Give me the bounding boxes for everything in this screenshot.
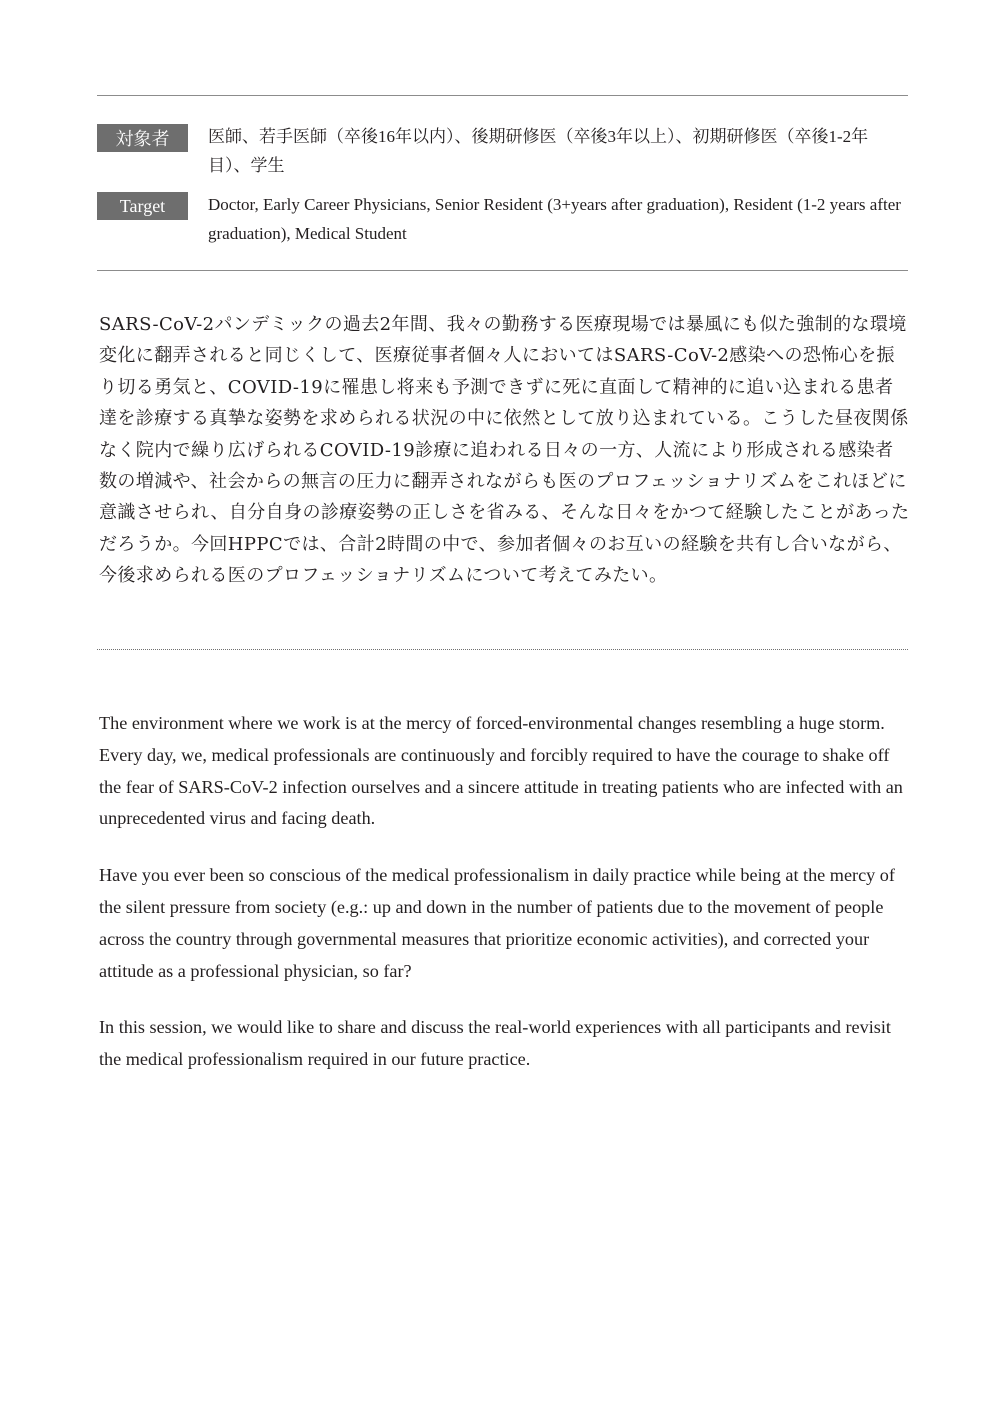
target-section [97, 122, 908, 248]
section-divider [97, 270, 908, 271]
target-row-english [97, 190, 908, 248]
target-label-japanese: 対象者 [97, 124, 188, 152]
top-divider [97, 95, 908, 96]
target-row-japanese [97, 122, 908, 180]
japanese-description: SARS-CoV-2パンデミックの過去2年間、我々の勤務する医療現場では暴風にも似た強制的な環境変化に翻弄されると同じくして、医療従事者個々人においてはSARS-CoV-2感染への恐怖心を振り切る勇気と、COVID-19に罹患し将来も予測できずに死に直面して精神的に追い込まれる患者達を診療する真摯な姿勢を求められる状況の中に依然として放り込まれている。こうした昼夜関係なく院内で繰り広げられるCOVID-19診療に追われる日々の一方、人流により形成される感染者数の増減や、社会からの無言の圧力に翻弄されながらも医のプロフェッショナリズムをこれほどに意識させられ、自分自身の診療姿勢の正しさを省みる、そんな日々をかつて経験したことがあっただろうか。今回HPPCでは、合計2時間の中で、参加者個々のお互いの経験を共有し合いながら、今後求められる医のプロフェッショナリズムについて考えてみたい。 [99, 314, 910, 587]
target-value-japanese: 医師、若手医師（卒後16年以内）、後期研修医（卒後3年以上）、初期研修医（卒後1-2年目）、学生 [208, 127, 869, 175]
english-paragraph-3: In this session, we would like to share and discuss the real-world experiences with all participants and revisit the medical professionalism required in our future practice. [99, 1017, 891, 1070]
english-paragraph-2: Have you ever been so conscious of the medical professionalism in daily practice while being at the mercy of the silent pressure from society (e.g.: up and down in the number of patients due to the movement of people across the country through governmental measures that prioritize economic activities), and corrected your attitude as a professional physician, so far? [99, 865, 895, 981]
dotted-divider [97, 649, 908, 650]
target-label-english: Target [97, 192, 188, 220]
target-value-english: Doctor, Early Career Physicians, Senior Resident (3+years after graduation), Resident (1-2 years after graduation), Medical Student [208, 195, 901, 243]
english-paragraph-1: The environment where we work is at the mercy of forced-environmental changes resembling a huge storm. Every day, we, medical professionals are continuously and forcibly required to have the courage to shake off the fear of SARS-CoV-2 infection ourselves and a sincere attitude in treating patients who are infected with an unprecedented virus and facing death. [99, 713, 903, 829]
english-description [99, 708, 909, 1101]
